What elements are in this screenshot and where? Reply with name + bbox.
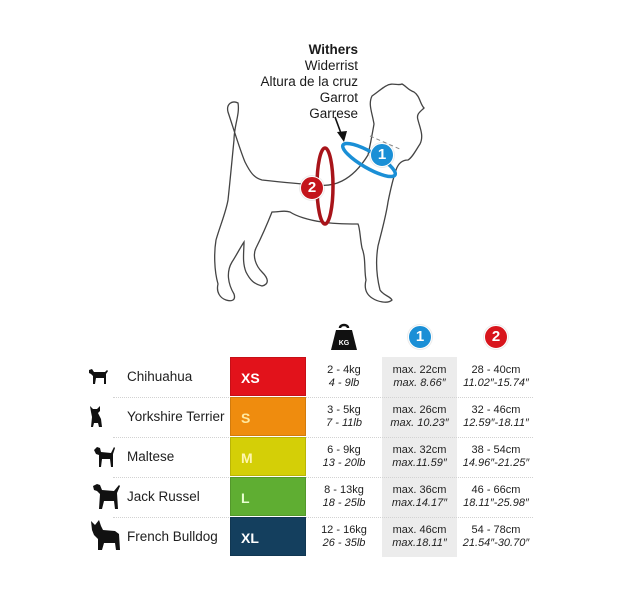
table-row bbox=[0, 357, 625, 397]
breed-name: Yorkshire Terrier bbox=[127, 409, 225, 424]
withers-label-it: Garrese bbox=[309, 106, 358, 121]
withers-label-de: Widerrist bbox=[304, 58, 358, 73]
size-badge-l: L bbox=[230, 477, 306, 516]
withers-arrow-icon bbox=[337, 131, 347, 142]
size-badge-xs: XS bbox=[230, 357, 306, 396]
neck-column-badge: 1 bbox=[408, 325, 432, 349]
size-badge-m: M bbox=[230, 437, 306, 476]
withers-labels bbox=[260, 42, 358, 122]
withers-label-en: Withers bbox=[308, 42, 358, 57]
chest-badge: 2 bbox=[300, 176, 324, 200]
chest-cell: 38 - 54cm 14.96″-21.25″ bbox=[462, 444, 530, 469]
chest-cell: 54 - 78cm 21.54″-30.70″ bbox=[462, 524, 530, 549]
breed-name: Maltese bbox=[127, 449, 175, 464]
neck-badge: 1 bbox=[370, 143, 394, 167]
withers-label-ca: Garrot bbox=[319, 90, 358, 105]
chest-cell: 28 - 40cm 11.02″-15.74″ bbox=[463, 364, 529, 389]
chest-cell: 46 - 66cm 18.11″-25.98″ bbox=[463, 484, 529, 509]
jack-russel-silhouette-icon bbox=[92, 482, 122, 512]
kg-weight-icon bbox=[329, 322, 359, 352]
table-row bbox=[0, 397, 625, 437]
breed-name: Chihuahua bbox=[127, 369, 193, 384]
french-bulldog-silhouette-icon bbox=[90, 519, 122, 553]
maltese-silhouette-icon bbox=[93, 445, 117, 469]
table-row bbox=[0, 517, 625, 557]
size-badge-xl: XL bbox=[230, 517, 306, 556]
breed-name: French Bulldog bbox=[127, 529, 218, 544]
weight-cell: 6 - 9kg 13 - 20lb bbox=[322, 444, 366, 469]
withers-label-es: Altura de la cruz bbox=[260, 74, 358, 89]
weight-cell: 3 - 5kg 7 - 11lb bbox=[326, 404, 362, 429]
breed-name: Jack Russel bbox=[127, 489, 200, 504]
table-row bbox=[0, 437, 625, 477]
neck-cell: max. 46cm max.18.11″ bbox=[392, 524, 447, 549]
chihuahua-silhouette-icon bbox=[88, 368, 110, 386]
yorkshire-terrier-silhouette-icon bbox=[88, 405, 104, 429]
weight-cell: 2 - 4kg 4 - 9lb bbox=[327, 364, 361, 389]
neck-cell: max. 22cm max. 8.66″ bbox=[392, 364, 447, 389]
table-row bbox=[0, 477, 625, 517]
weight-column-header bbox=[329, 322, 359, 357]
neck-cell: max. 32cm max.11.59″ bbox=[392, 444, 447, 469]
chest-column-badge: 2 bbox=[484, 325, 508, 349]
size-badge-s: S bbox=[230, 397, 306, 436]
neck-cell: max. 36cm max.14.17″ bbox=[391, 484, 448, 509]
neck-cell: max. 26cm max. 10.23″ bbox=[390, 404, 449, 429]
weight-cell: 8 - 13kg 18 - 25lb bbox=[322, 484, 366, 509]
weight-cell: 12 - 16kg 26 - 35lb bbox=[321, 524, 367, 549]
chest-cell: 32 - 46cm 12.59″-18.11″ bbox=[463, 404, 529, 429]
svg-text:KG: KG bbox=[338, 340, 350, 347]
